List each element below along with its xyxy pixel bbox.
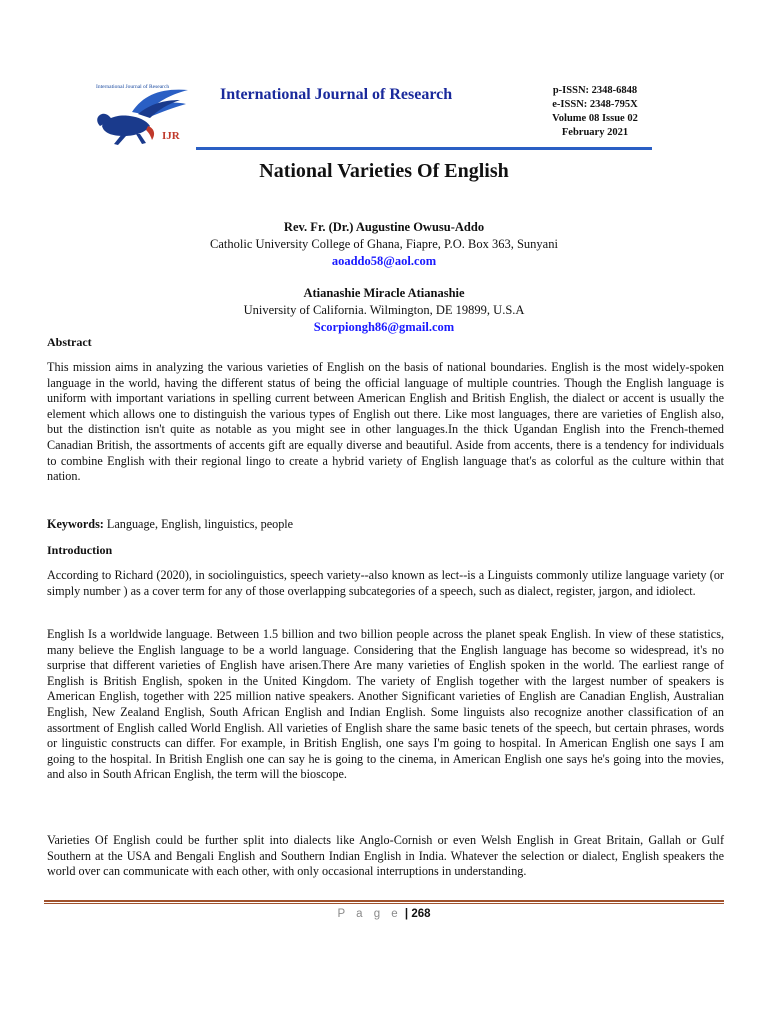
author-block-2 xyxy=(0,285,768,336)
pegasus-logo-icon xyxy=(92,82,196,148)
author-name: Rev. Fr. (Dr.) Augustine Owusu-Addo xyxy=(283,220,485,234)
abstract-text: This mission aims in analyzing the various varieties of English on the basis of national boundaries. English is the most widely-spoken language in the world, having the different status of being the official language of multiple countries. Though the English language is uniform with important variations in spelling current between American English and British English, the dialect or accent is usually the element which allows one to distinguish the various types of English out there. Like most languages, there are varieties of English also, but the distinction isn't quite as notable as you might see in other languages.In the thick Ugandan English into the French-themed Canadian British, the assortments of accents gift are equally diverse and beautiful. Aside from accents, there is a tendency for individuals to combine English with their regional lingo to create a hybrid variety of English language that's as colorful as the culture within that nation. xyxy=(47,360,724,484)
keywords-line xyxy=(47,517,724,533)
logo-abbreviation: IJR xyxy=(162,130,180,142)
page-label: P a g e xyxy=(337,908,402,920)
footer-divider xyxy=(44,900,724,902)
issn-electronic: e-ISSN: 2348-795X xyxy=(552,99,638,110)
keywords-list: Language, English, linguistics, people xyxy=(106,517,294,531)
issn-print: p-ISSN: 2348-6848 xyxy=(552,85,638,96)
header-divider xyxy=(196,147,652,150)
page-footer xyxy=(0,908,768,920)
author-email-link[interactable]: Scorpiongh86@gmail.com xyxy=(313,320,455,334)
introduction-heading: Introduction xyxy=(47,543,113,557)
intro-paragraph-2: English Is a worldwide language. Between 1.5 billion and two billion people across the planet speak English. In view of these statistics, many believe the English language to be a world language. Considering that the English language has become so widespread, it's no surprise that different varieties of English have arisen.There Are many varieties of English spoken in the world. The earliest range of English is British English, spoken in the United Kingdom. The variety of English together with the largest number of speakers is American English, together with 225 million native speakers. Another Significant varieties of English are Canadian English, Australian English, New Zealand English, South African English and Indian English. Some linguists also recognize another classification of an assortment of English called World English. All varieties of English share the same basic tenets of the speech, but certain phrases, words or linguistic constructs can differ. For example, in British English, one says I'm going to hospital. In American English one says I am going to the hospital. In British English one can say he is going to the cinema, in American English one says he's going into the movies, and also in South African English, the term will the bioscope. xyxy=(47,627,724,782)
author-affiliation: University of California. Wilmington, DE 19899, U.S.A xyxy=(243,303,525,317)
page-number: 268 xyxy=(411,908,431,920)
author-block-1 xyxy=(0,219,768,270)
keywords-label: Keywords: xyxy=(47,517,104,531)
intro-paragraph-1: According to Richard (2020), in sociolinguistics, speech variety--also known as lect--is a Linguists commonly utilize language variety (or simply number ) as a cover term for any of those overlapping subcategories of a speech, such as dialect, register, jargon, and idiolect. xyxy=(47,568,724,598)
footer-divider-thin xyxy=(44,903,724,904)
logo-caption: International Journal of Research xyxy=(96,84,170,90)
author-affiliation: Catholic University College of Ghana, Fiapre, P.O. Box 363, Sunyani xyxy=(210,237,558,251)
author-email-link[interactable]: aoaddo58@aol.com xyxy=(331,254,437,268)
author-name: Atianashie Miracle Atianashie xyxy=(303,286,465,300)
abstract-heading: Abstract xyxy=(47,335,92,349)
journal-logo xyxy=(92,82,196,148)
page-separator: | xyxy=(404,908,409,920)
paper-title: National Varieties Of English xyxy=(259,160,509,182)
issn-block xyxy=(520,84,670,140)
journal-title: International Journal of Research xyxy=(220,86,453,103)
intro-paragraph-3: Varieties Of English could be further split into dialects like Anglo-Cornish or even Welsh English in Great Britain, Gallah or Gulf Southern at the USA and Bengali English and Southern Indian English in India. Whatever the selection or dialect, English speakers the world over can communicate with each other, with only occasional interruptions in understanding. xyxy=(47,833,724,879)
volume-issue: Volume 08 Issue 02 xyxy=(552,113,638,124)
issue-date: February 2021 xyxy=(561,127,629,138)
